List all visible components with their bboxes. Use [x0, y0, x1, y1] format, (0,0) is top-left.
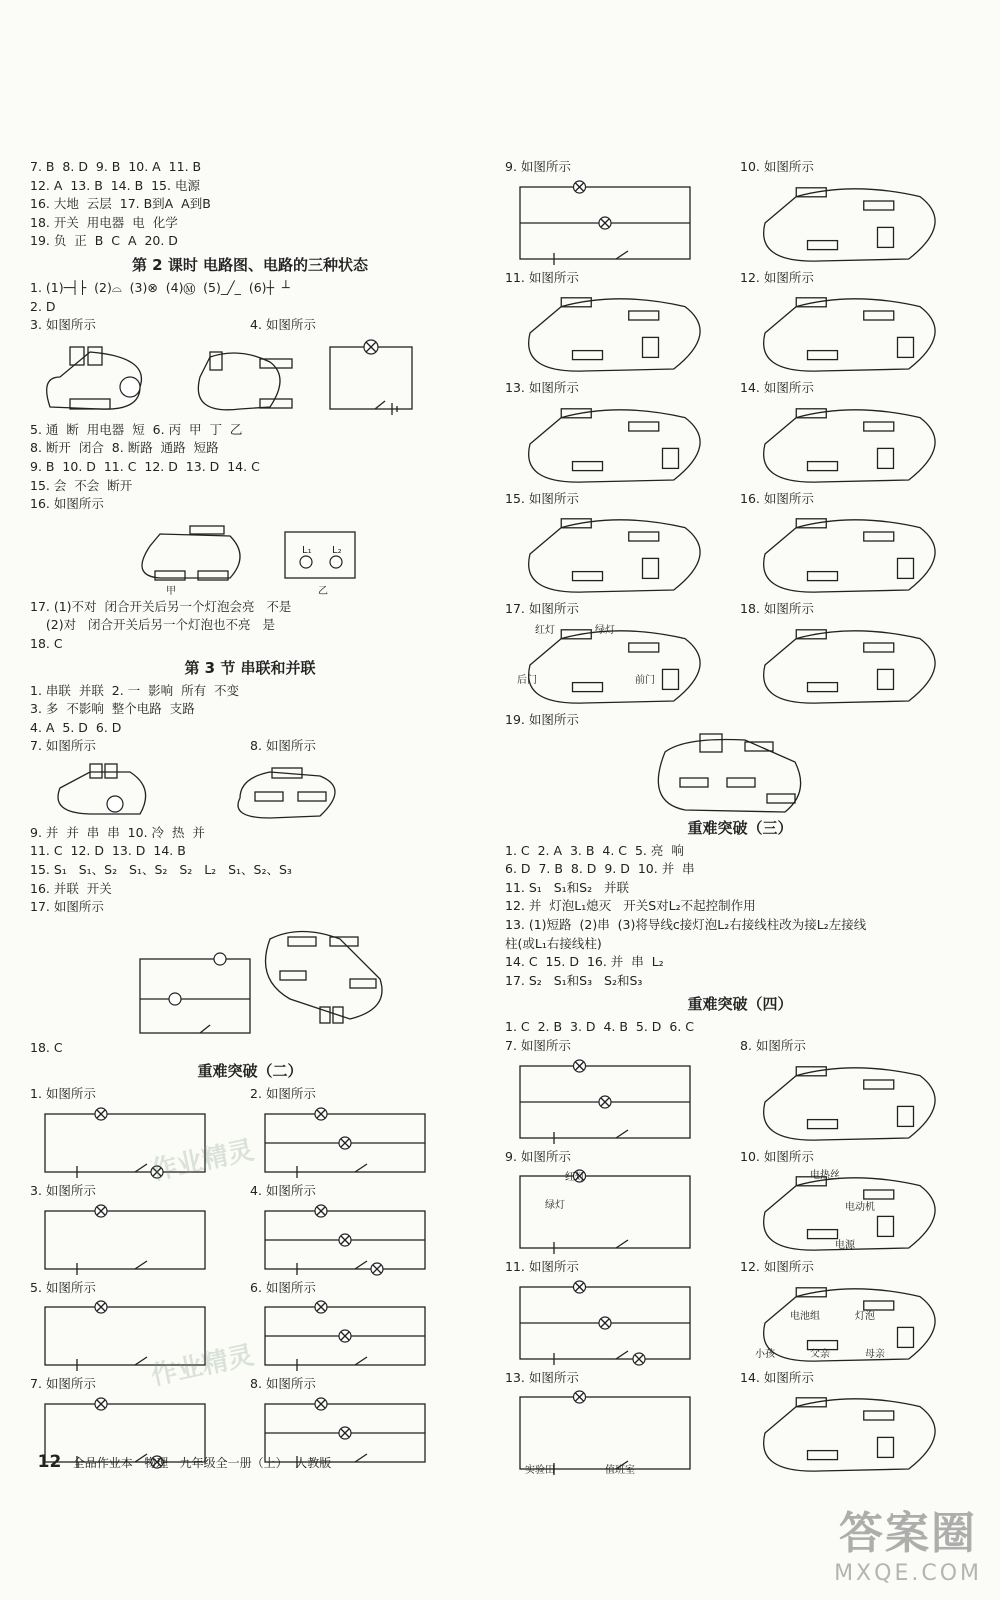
right-fig-row [505, 158, 975, 269]
answers-block-1 [30, 158, 470, 251]
b4-row [505, 1148, 975, 1259]
circuit-drawing [505, 510, 730, 598]
q16-circuit-figures [30, 516, 470, 596]
left-d-line: 17. (1)不对 闭合开关后另一个灯泡会亮 不是 [30, 598, 292, 614]
heading-breakthrough2: 重难突破（二） [197, 1062, 303, 1081]
answers-block-6 [30, 824, 470, 917]
right-figure-label: 18. 如图所示 [740, 601, 814, 617]
b2-figure-label: 1. 如图所示 [30, 1086, 96, 1102]
b3-line: 6. D 7. B 8. D 9. D 10. 并 串 [505, 861, 695, 877]
b4-figure-label: 12. 如图所示 [740, 1259, 814, 1275]
answers-block-3 [30, 421, 470, 514]
b4-fig-text-bulb: 灯泡 [855, 1310, 875, 1322]
left-f-line: 9. 并 并 串 串 10. 冷 热 并 [30, 824, 205, 840]
circuit-drawing [740, 510, 965, 598]
q19-label: 19. 如图所示 [505, 711, 579, 727]
answers-block-2 [30, 279, 470, 316]
left-a-line: 18. 开关 用电器 电 化学 [30, 214, 178, 230]
fig17-red-label: 红灯 [535, 624, 555, 636]
footer-text: 全品作业本 物理 九年级全一册（上） 人教版 [72, 1456, 332, 1470]
circuit-drawing [505, 400, 730, 488]
logo-text: 答案圈 [839, 1508, 978, 1559]
b4-cell [505, 1037, 740, 1148]
left-f-line: 16. 并联 开关 [30, 880, 112, 896]
fig16-jia-label: 甲 [166, 585, 176, 596]
logo-url: MXQE.COM [834, 1561, 982, 1586]
right-figure-label: 11. 如图所示 [505, 269, 579, 285]
b4-figure-label: 11. 如图所示 [505, 1259, 579, 1275]
left-d-line: 18. C [30, 635, 63, 651]
b4-row [505, 1258, 975, 1369]
right-fig-cell [505, 269, 740, 380]
page-footer [30, 1438, 331, 1472]
left-f-line: 17. 如图所示 [30, 899, 104, 915]
b4-row [505, 1037, 975, 1148]
b4-cell [740, 1037, 975, 1148]
right-figure-label: 9. 如图所示 [505, 159, 571, 174]
answers-block-4 [30, 598, 470, 654]
b4-line1: 1. C 2. B 3. D 4. B 5. D 6. C [505, 1019, 694, 1035]
right-figure-label: 10. 如图所示 [740, 159, 814, 174]
b4-cell [505, 1148, 740, 1259]
b4-fig-text-red_light: 红灯 [565, 1172, 585, 1184]
left-a-line: 7. B 8. D 9. B 10. A 11. B [30, 159, 202, 174]
circuit-diagram [250, 1106, 465, 1180]
right-fig-cell [505, 490, 740, 601]
b4-fig-text-green_light: 绿灯 [545, 1200, 565, 1212]
left-e-line: 3. 多 不影响 整个电路 支路 [30, 701, 195, 717]
b2-cell [250, 1279, 470, 1376]
circuit-drawing [740, 1279, 965, 1367]
b4-cell [740, 1369, 975, 1480]
left-line-18: 18. C [30, 1039, 63, 1055]
fig17-back-label: 后门 [517, 674, 537, 686]
left-b-line: 2. D [30, 298, 56, 314]
right-fig-cell [740, 490, 975, 601]
q7-label: 7. 如图所示 [30, 738, 96, 754]
q4-label: 4. 如图所示 [250, 317, 316, 333]
b3-line: 1. C 2. A 3. B 4. C 5. 亮 响 [505, 842, 684, 858]
b4-figure-label: 13. 如图所示 [505, 1369, 579, 1385]
breakthrough3-answers [505, 842, 975, 991]
heading-lesson2: 第 2 课时 电路图、电路的三种状态 [131, 255, 369, 274]
watermark-2: 作业精灵 [148, 1340, 257, 1392]
b4-figure-label: 14. 如图所示 [740, 1369, 814, 1385]
heading-breakthrough4: 重难突破（四） [687, 995, 793, 1014]
right-fig-row [505, 379, 975, 490]
circuit-diagram [505, 1058, 730, 1146]
right-circuit-figures [505, 158, 975, 711]
b2-cell [250, 1182, 470, 1279]
left-c-line: 16. 如图所示 [30, 496, 104, 512]
b2-cell [250, 1085, 470, 1182]
b4-fig-text-battery: 电池组 [790, 1310, 820, 1322]
heading-breakthrough3: 重难突破（三） [687, 818, 793, 837]
b2-figure-label: 7. 如图所示 [30, 1376, 96, 1392]
q7-q8-row [30, 737, 470, 756]
right-fig-row [505, 490, 975, 601]
circuit-diagram [505, 1389, 730, 1477]
circuit-diagram [505, 179, 730, 267]
circuit-drawing [740, 621, 965, 709]
q17-circuit-figures [30, 919, 470, 1037]
left-e-line: 1. 串联 并联 2. 一 影响 所有 不变 [30, 682, 240, 698]
b3-line: 14. C 15. D 16. 并 串 L₂ [505, 954, 664, 970]
b2-figure-label: 8. 如图所示 [250, 1376, 316, 1392]
b3-line: 13. (1)短路 (2)串 (3)将导线c接灯泡L₂右接线柱改为接L₂左接线 [505, 916, 867, 932]
circuit-drawing [740, 1058, 965, 1146]
circuit-diagram [505, 1168, 730, 1256]
b4-fig-text-power: 电源 [835, 1240, 855, 1252]
fig17-front-label: 前门 [635, 674, 655, 686]
b2-row [30, 1182, 470, 1279]
b4-fig-text-mother: 母亲 [865, 1348, 885, 1360]
left-column [30, 158, 470, 1472]
q3-q4-circuit-figures [30, 337, 470, 419]
circuit-diagram [30, 1203, 245, 1277]
right-fig-cell [505, 600, 740, 711]
circuit-diagram [250, 1203, 465, 1277]
right-figure-label: 14. 如图所示 [740, 380, 814, 396]
breakthrough4-figures [505, 1037, 975, 1479]
q3-q4-row [30, 316, 470, 335]
right-figure-label: 17. 如图所示 [505, 601, 579, 617]
b4-row [505, 1369, 975, 1480]
q8-label: 8. 如图所示 [250, 738, 316, 754]
right-fig-row [505, 269, 975, 380]
heading-section3: 第 3 节 串联和并联 [184, 658, 316, 677]
right-figure-label: 15. 如图所示 [505, 490, 579, 506]
right-figure-label: 13. 如图所示 [505, 380, 579, 396]
b4-figure-label: 9. 如图所示 [505, 1148, 571, 1164]
fig16-l2-label: L₂ [332, 544, 342, 556]
b4-cell [505, 1369, 740, 1480]
left-c-line: 8. 断开 闭合 8. 断路 通路 短路 [30, 440, 219, 456]
b4-fig-text-heating_wire: 电热丝 [810, 1170, 840, 1182]
right-fig-cell [740, 379, 975, 490]
watermark-1: 作业精灵 [148, 1135, 257, 1187]
left-c-line: 9. B 10. D 11. C 12. D 13. D 14. C [30, 458, 260, 474]
circuit-diagram [250, 1299, 465, 1373]
b2-figure-label: 5. 如图所示 [30, 1279, 96, 1295]
circuit-drawing [740, 1389, 965, 1477]
right-fig-cell [505, 379, 740, 490]
page-number: 12 [37, 1452, 62, 1472]
b4-fig-text-duty_room: 值班室 [605, 1465, 635, 1477]
b2-figure-label: 6. 如图所示 [250, 1279, 316, 1295]
left-c-line: 5. 通 断 用电器 短 6. 丙 甲 丁 乙 [30, 421, 243, 437]
b4-cell [505, 1258, 740, 1369]
b4-cell [740, 1258, 975, 1369]
q3-label: 3. 如图所示 [30, 317, 96, 333]
right-fig-cell [740, 158, 975, 269]
left-b-line: 1. (1)─┤├ (2)⌓ (3)⊗ (4)Ⓜ (5)_╱_ (6)┼ ┴ [30, 279, 290, 295]
b3-line: 12. 并 灯泡L₁熄灭 开关S对L₂不起控制作用 [505, 898, 756, 914]
circuit-drawing [740, 179, 965, 267]
left-c-line: 15. 会 不会 断开 [30, 477, 133, 493]
b4-fig-text-lab: 实验田 [525, 1465, 555, 1477]
q19-circuit-figure [505, 732, 975, 814]
b4-figure-label: 10. 如图所示 [740, 1148, 814, 1164]
right-fig-cell [740, 269, 975, 380]
b2-figure-label: 2. 如图所示 [250, 1086, 316, 1102]
left-e-line: 4. A 5. D 6. D [30, 719, 122, 735]
fig16-yi-label: 乙 [318, 585, 328, 596]
b4-fig-text-motor: 电动机 [845, 1202, 875, 1214]
left-a-line: 12. A 13. B 14. B 15. 电源 [30, 177, 200, 193]
b4-figure-label: 7. 如图所示 [505, 1037, 571, 1053]
right-fig-cell [505, 158, 740, 269]
b2-figure-label: 3. 如图所示 [30, 1183, 96, 1199]
right-figure-label: 16. 如图所示 [740, 490, 814, 506]
q7-q8-circuit-figures [30, 758, 470, 822]
b3-line: 17. S₂ S₁和S₃ S₂和S₃ [505, 972, 643, 988]
right-fig-cell [740, 600, 975, 711]
b4-fig-text-child: 小孩 [755, 1348, 775, 1360]
left-a-line: 16. 大地 云层 17. B到A A到B [30, 196, 211, 212]
b3-line: 柱(或L₁右接线柱) [505, 935, 602, 951]
left-f-line: 11. C 12. D 13. D 14. B [30, 843, 186, 859]
right-column [505, 158, 975, 1479]
b4-figure-label: 8. 如图所示 [740, 1037, 806, 1053]
circuit-drawing [740, 1168, 965, 1256]
fig17-green-label: 绿灯 [595, 624, 615, 636]
left-f-line: 15. S₁ S₁、S₂ S₁、S₂ S₂ L₂ S₁、S₂、S₃ [30, 862, 292, 878]
b2-cell [30, 1182, 250, 1279]
circuit-drawing [505, 289, 730, 377]
b4-fig-text-father: 父亲 [810, 1348, 830, 1360]
right-fig-row [505, 600, 975, 711]
answers-block-5 [30, 682, 470, 738]
b3-line: 11. S₁ S₁和S₂ 并联 [505, 879, 630, 895]
b2-figure-label: 4. 如图所示 [250, 1183, 316, 1199]
circuit-drawing [740, 289, 965, 377]
fig16-l1-label: L₁ [302, 544, 312, 556]
circuit-drawing [740, 400, 965, 488]
right-figure-label: 12. 如图所示 [740, 269, 814, 285]
b4-cell [740, 1148, 975, 1259]
left-d-line: (2)对 闭合开关后另一个灯泡也不亮 是 [30, 617, 275, 633]
site-logo [834, 1497, 982, 1586]
circuit-drawing [505, 621, 730, 709]
circuit-diagram [505, 1279, 730, 1367]
left-a-line: 19. 负 正 B C A 20. D [30, 233, 178, 249]
